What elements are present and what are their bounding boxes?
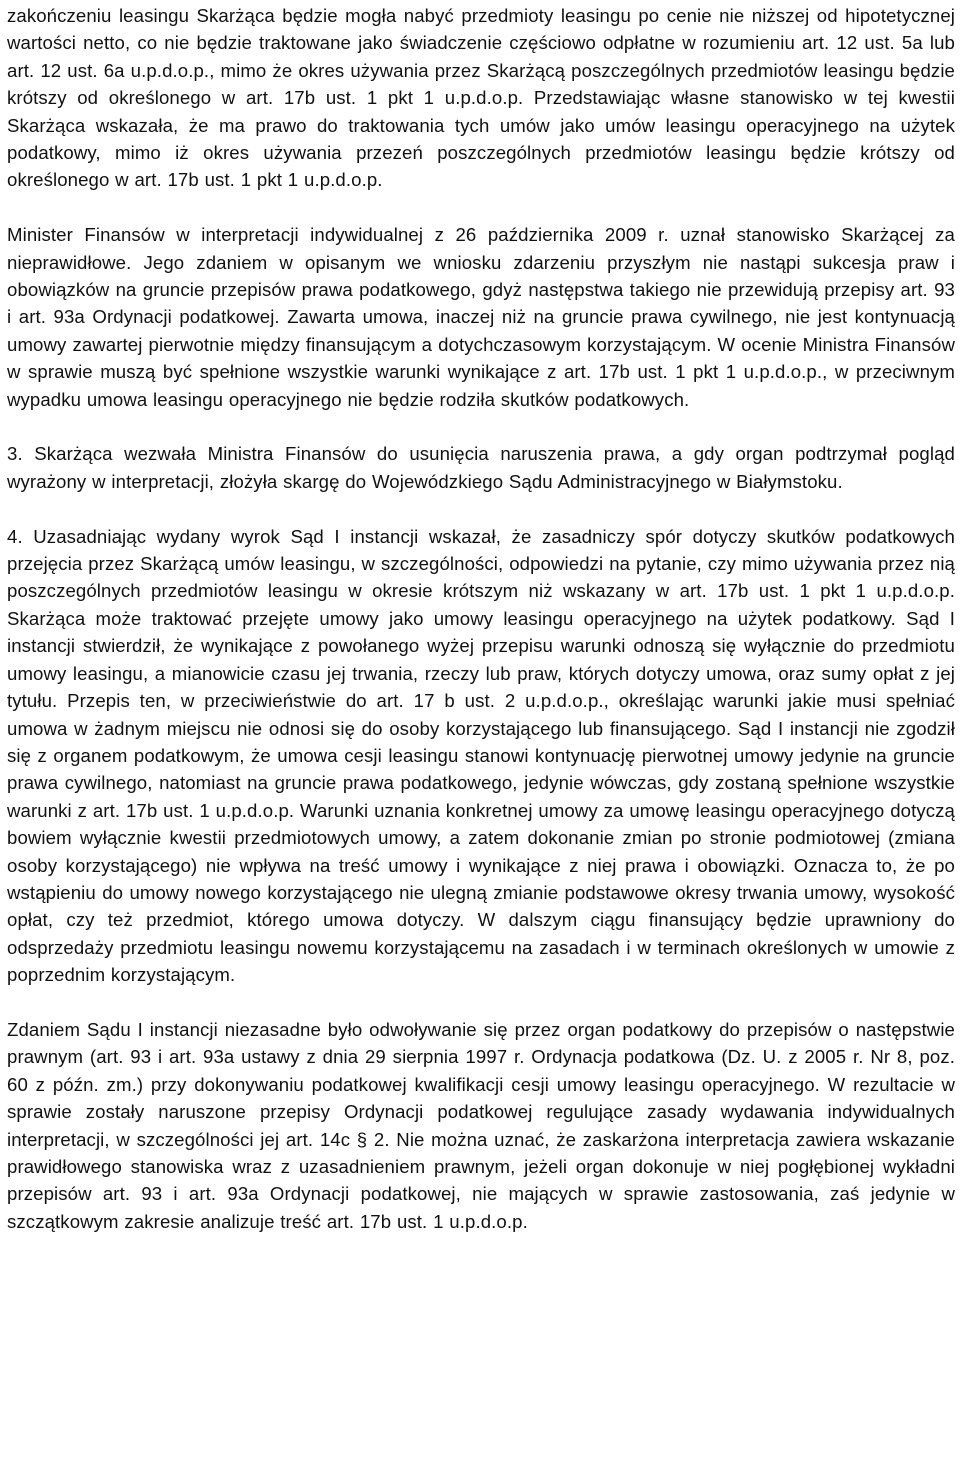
document-page xyxy=(7,2,955,1235)
paragraph-court-reasoning: 4. Uzasadniając wydany wyrok Sąd I instancji wskazał, że zasadniczy spór dotyczy skutków podatkowych przejęcia przez Skarżącą umów leasingu, w szczególności, odpowiedzi na pytanie, czy mimo używania przez nią poszczególnych przedmiotów leasingu w okresie krótszym niż wskazany w art. 17b ust. 1 pkt 1 u.p.d.o.p. Skarżąca może traktować przejęte umowy jako umowy leasingu operacyjnego na użytek podatkowy. Sąd I instancji stwierdził, że wynikające z powołanego wyżej przepisu warunki odnoszą się wyłącznie do przedmiotu umowy leasingu, a mianowicie czasu jej trwania, rzeczy lub praw, których dotyczy umowa, oraz sumy opłat z jej tytułu. Przepis ten, w przeciwieństwie do art. 17 b ust. 2 u.p.d.o.p., określając warunki jakie musi spełniać umowa w żadnym miejscu nie odnosi się do osoby korzystającego lub finansującego. Sąd I instancji nie zgodził się z organem podatkowym, że umowa cesji leasingu stanowi kontynuację pierwotnej umowy jedynie na gruncie prawa cywilnego, natomiast na gruncie prawa podatkowego, jedynie wówczas, gdy zostaną spełnione wszystkie warunki z art. 17b ust. 1 u.p.d.o.p. Warunki uznania konkretnej umowy za umowę leasingu operacyjnego dotyczą bowiem wyłącznie kwestii przedmiotowych umowy, a zatem dokonanie zmian po stronie podmiotowej (zmiana osoby korzystającego) nie wpływa na treść umowy i wynikające z niej prawa i obowiązki. Oznacza to, że po wstąpieniu do umowy nowego korzystającego nie ulegną zmianie podstawowe okresy trwania umowy, wysokość opłat, czy też przedmiot, którego umowa dotyczy. W dalszym ciągu finansujący będzie uprawniony do odsprzedaży przedmiotu leasingu nowemu korzystającemu na zasadach i w terminach określonych w umowie z poprzednim korzystającym. xyxy=(7,525,955,986)
paragraph-court-opinion: Zdaniem Sądu I instancji niezasadne było odwoływanie się przez organ podatkowy do przepisów o następstwie prawnym (art. 93 i art. 93a ustawy z dnia 29 sierpnia 1997 r. Ordynacja podatkowa (Dz. U. z 2005 r. Nr 8, poz. 60 z późn. zm.) przy dokonywaniu podatkowej kwalifikacji cesji umowy leasingu operacyjnego. W rezultacie w sprawie zostały naruszone przepisy Ordynacji podatkowej regulujące zasady wydawania indywidualnych interpretacji, w szczególności jej art. 14c § 2. Nie można uznać, że zaskarżona interpretacja zawiera wskazanie prawidłowego stanowiska wraz z uzasadnieniem prawnym, jeżeli organ dokonuje w niej pogłębionej wykładni przepisów art. 93 i art. 93a Ordynacji podatkowej, nie mających w sprawie zastosowania, zaś jedynie w szczątkowym zakresie analizuje treść art. 17b ust. 1 u.p.d.o.p. xyxy=(7,1018,955,1232)
paragraph-complaint: 3. Skarżąca wezwała Ministra Finansów do usunięcia naruszenia prawa, a gdy organ podtrzymał pogląd wyrażony w interpretacji, złożyła skargę do Wojewódzkiego Sądu Administracyjnego w Białymstoku. xyxy=(7,443,955,492)
paragraph-leasing-termination: zakończeniu leasingu Skarżąca będzie mogła nabyć przedmioty leasingu po cenie nie niższej od hipotetycznej wartości netto, co nie będzie traktowane jako świadczenie częściowo odpłatne w rozumieniu art. 12 ust. 5a lub art. 12 ust. 6a u.p.d.o.p., mimo że okres używania przez Skarżącą poszczególnych przedmiotów leasingu będzie krótszy od określonego w art. 17b ust. 1 pkt 1 u.p.d.o.p. Przedstawiając własne stanowisko w tej kwestii Skarżąca wskazała, że ma prawo do traktowania tych umów jako umów leasingu operacyjnego na użytek podatkowy, mimo iż okres używania przezeń poszczególnych przedmiotów leasingu będzie krótszy od określonego w art. 17b ust. 1 pkt 1 u.p.d.o.p. xyxy=(7,5,955,191)
paragraph-minister-interpretation: Minister Finansów w interpretacji indywidualnej z 26 października 2009 r. uznał stanowisko Skarżącej za nieprawidłowe. Jego zdaniem w opisanym we wniosku zdarzeniu przyszłym nie nastąpi sukcesja praw i obowiązków na gruncie przepisów prawa podatkowego, gdyż następstwa takiego nie przewidują przepisy art. 93 i art. 93a Ordynacji podatkowej. Zawarta umowa, inaczej niż na gruncie prawa cywilnego, nie jest kontynuacją umowy zawartej pierwotnie między finansującym a dotychczasowym korzystającym. W ocenie Ministra Finansów w sprawie muszą być spełnione wszystkie warunki wynikające z art. 17b ust. 1 pkt 1 u.p.d.o.p., w przeciwnym wypadku umowa leasingu operacyjnego nie będzie rodziła skutków podatkowych. xyxy=(7,224,955,410)
